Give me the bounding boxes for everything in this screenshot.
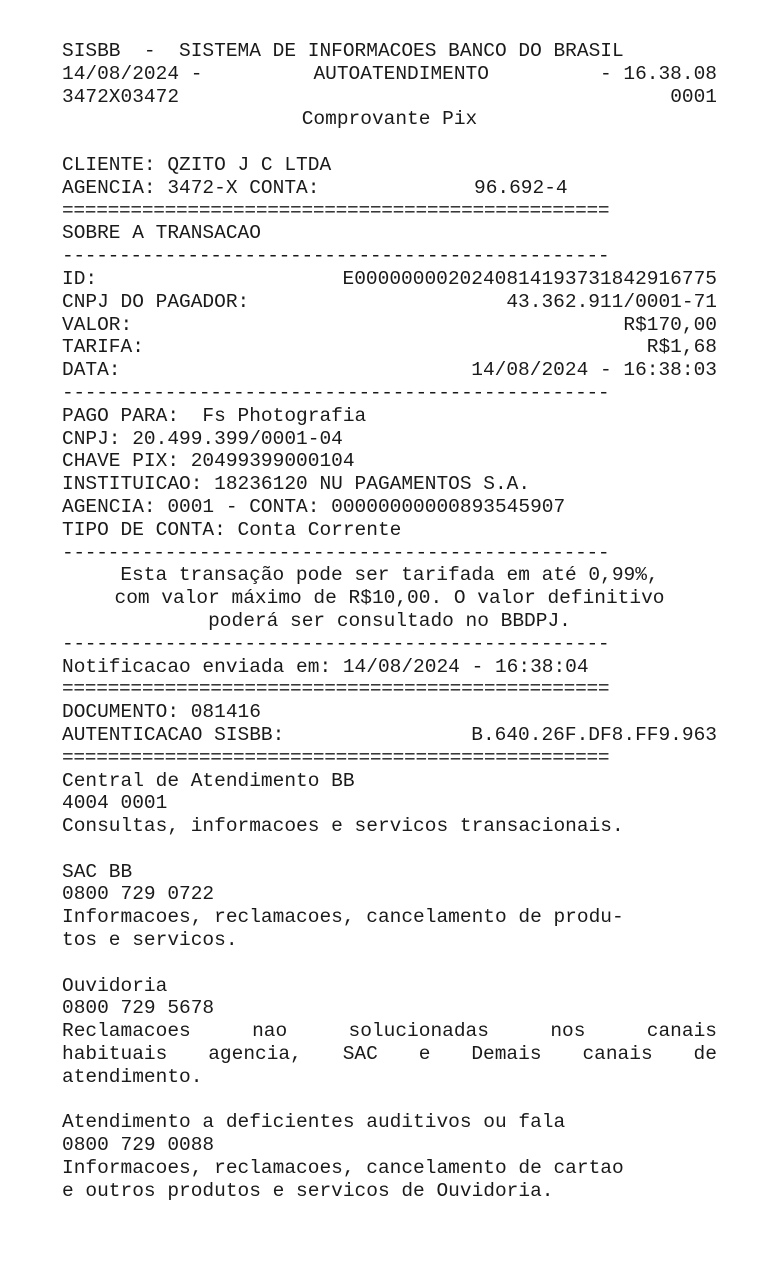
- transaction-value: E0000000020240814193731842916775: [342, 267, 717, 290]
- client-name-text: CLIENTE: QZITO J C LTDA: [62, 153, 332, 176]
- transaction-label: CNPJ DO PAGADOR:: [62, 290, 250, 313]
- client-account: [62, 177, 717, 200]
- spacer: [62, 952, 717, 975]
- payee-pix-key: CHAVE PIX: 20499399000104: [62, 450, 355, 473]
- word: nao: [252, 1020, 288, 1043]
- payee-line: [62, 428, 717, 451]
- payee-line: [62, 473, 717, 496]
- client-account-number: 96.692-4: [474, 176, 568, 199]
- word: canais: [646, 1020, 717, 1043]
- transaction-row: [62, 291, 717, 314]
- ouvidoria-description-text: atendimento.: [62, 1065, 203, 1088]
- accessibility-description: [62, 1180, 717, 1203]
- spacer: [62, 1089, 717, 1112]
- sac-description: [62, 929, 717, 952]
- separator-double: ================================================: [62, 746, 610, 769]
- transaction-label: ID:: [62, 267, 98, 290]
- transaction-label: TARIFA:: [62, 336, 144, 359]
- payee-name: PAGO PARA: Fs Photografia: [62, 404, 367, 427]
- separator-double: ================================================: [62, 678, 610, 701]
- ouvidoria-phone: [62, 997, 717, 1020]
- header-terminal: 3472X03472: [62, 85, 180, 108]
- fee-notice-line: [62, 564, 717, 587]
- payee-line: [62, 405, 717, 428]
- client-name: [62, 154, 717, 177]
- transaction-value: R$170,00: [623, 313, 717, 336]
- sac-phone-text: 0800 729 0722: [62, 883, 215, 906]
- transaction-label: DATA:: [62, 359, 121, 382]
- central-phone-text: 4004 0001: [62, 792, 168, 815]
- central-title-text: Central de Atendimento BB: [62, 769, 355, 792]
- header-mode: AUTOATENDIMENTO: [313, 62, 489, 85]
- separator-single: ------------------------------------------------: [62, 632, 610, 655]
- payee-line: [62, 496, 717, 519]
- sac-title-text: SAC BB: [62, 860, 133, 883]
- central-phone: [62, 792, 717, 815]
- transaction-value: 14/08/2024 - 16:38:03: [471, 359, 717, 382]
- accessibility-description-text: e outros produtos e servicos de Ouvidoria.: [62, 1179, 554, 1202]
- payee-line: [62, 450, 717, 473]
- transaction-value: 43.362.911/0001-71: [506, 290, 717, 313]
- word: habituais: [62, 1043, 168, 1066]
- receipt-title-text: Comprovante Pix: [301, 108, 478, 131]
- sac-description-text: Informacoes, reclamacoes, cancelamento de produ-: [62, 906, 624, 929]
- fee-notice-text: com valor máximo de R$10,00. O valor definitivo: [114, 587, 665, 610]
- authentication-line: [62, 724, 717, 747]
- central-description-text: Consultas, informacoes e servicos transacionais.: [62, 815, 624, 838]
- accessibility-title: [62, 1111, 717, 1134]
- accessibility-phone-text: 0800 729 0088: [62, 1134, 215, 1157]
- transaction-row: [62, 314, 717, 337]
- separator-single: ------------------------------------------------: [62, 381, 610, 404]
- section-title-text: SOBRE A TRANSACAO: [62, 222, 261, 245]
- payee-account-type: TIPO DE CONTA: Conta Corrente: [62, 518, 402, 541]
- fee-notice-line: [62, 610, 717, 633]
- transaction-row: [62, 359, 717, 382]
- sac-title: [62, 861, 717, 884]
- payee-account: AGENCIA: 0001 - CONTA: 00000000000893545907: [62, 495, 566, 518]
- sac-description: [62, 906, 717, 929]
- notification-text: Notificacao enviada em: 14/08/2024 - 16:38:04: [62, 655, 589, 678]
- word: Reclamacoes: [62, 1020, 191, 1043]
- header-seq: 0001: [670, 85, 717, 108]
- payee-cnpj: CNPJ: 20.499.399/0001-04: [62, 427, 343, 450]
- word: de: [693, 1043, 717, 1066]
- transaction-label: VALOR:: [62, 313, 133, 336]
- sac-description-text: tos e servicos.: [62, 929, 238, 952]
- accessibility-title-text: Atendimento a deficientes auditivos ou fala: [62, 1111, 566, 1134]
- word: nos: [550, 1020, 586, 1043]
- system-title-text: SISBB - SISTEMA DE INFORMACOES BANCO DO BRASIL: [62, 40, 624, 62]
- sac-phone: [62, 883, 717, 906]
- central-title: [62, 770, 717, 793]
- authentication-label: AUTENTICACAO SISBB:: [62, 723, 285, 746]
- accessibility-phone: [62, 1134, 717, 1157]
- central-description: [62, 815, 717, 838]
- word: e: [418, 1043, 431, 1066]
- word: agencia,: [208, 1043, 302, 1066]
- document-number: [62, 701, 717, 724]
- header-date: 14/08/2024 -: [62, 62, 203, 85]
- header-date-line: [62, 63, 717, 86]
- separator-double: ================================================: [62, 199, 610, 222]
- spacer: [62, 838, 717, 861]
- payee-institution: INSTITUICAO: 18236120 NU PAGAMENTOS S.A.: [62, 473, 531, 496]
- header-time: - 16.38.08: [599, 62, 717, 85]
- word: SAC: [342, 1043, 378, 1066]
- word: canais: [582, 1043, 653, 1066]
- transaction-row: [62, 336, 717, 359]
- ouvidoria-description: [62, 1043, 717, 1066]
- system-title: [62, 40, 717, 63]
- fee-notice-text: poderá ser consultado no BBDPJ.: [208, 609, 571, 632]
- transaction-value: R$1,68: [646, 336, 717, 359]
- document-number-text: DOCUMENTO: 081416: [62, 701, 261, 724]
- pix-receipt: [62, 40, 717, 1203]
- accessibility-description-text: Informacoes, reclamacoes, cancelamento de cartao: [62, 1157, 624, 1180]
- spacer: [62, 131, 717, 154]
- payee-line: [62, 519, 717, 542]
- separator-single: ------------------------------------------------: [62, 541, 610, 564]
- receipt-title: [62, 108, 717, 131]
- transaction-row: [62, 268, 717, 291]
- section-title: [62, 222, 717, 245]
- ouvidoria-description: [62, 1066, 717, 1089]
- ouvidoria-description: [62, 1020, 717, 1043]
- fee-notice-text: Esta transação pode ser tarifada em até 0,99%,: [120, 564, 659, 587]
- accessibility-description: [62, 1157, 717, 1180]
- word: Demais: [471, 1043, 542, 1066]
- authentication-value: B.640.26F.DF8.FF9.963: [471, 723, 717, 746]
- word: solucionadas: [348, 1020, 489, 1043]
- client-agency-label: AGENCIA: 3472-X CONTA:: [62, 176, 320, 199]
- notification-sent: [62, 656, 717, 679]
- separator-single: ------------------------------------------------: [62, 245, 610, 268]
- fee-notice-line: [62, 587, 717, 610]
- ouvidoria-title-text: Ouvidoria: [62, 974, 168, 997]
- header-terminal-line: [62, 86, 717, 109]
- ouvidoria-phone-text: 0800 729 5678: [62, 997, 215, 1020]
- ouvidoria-title: [62, 975, 717, 998]
